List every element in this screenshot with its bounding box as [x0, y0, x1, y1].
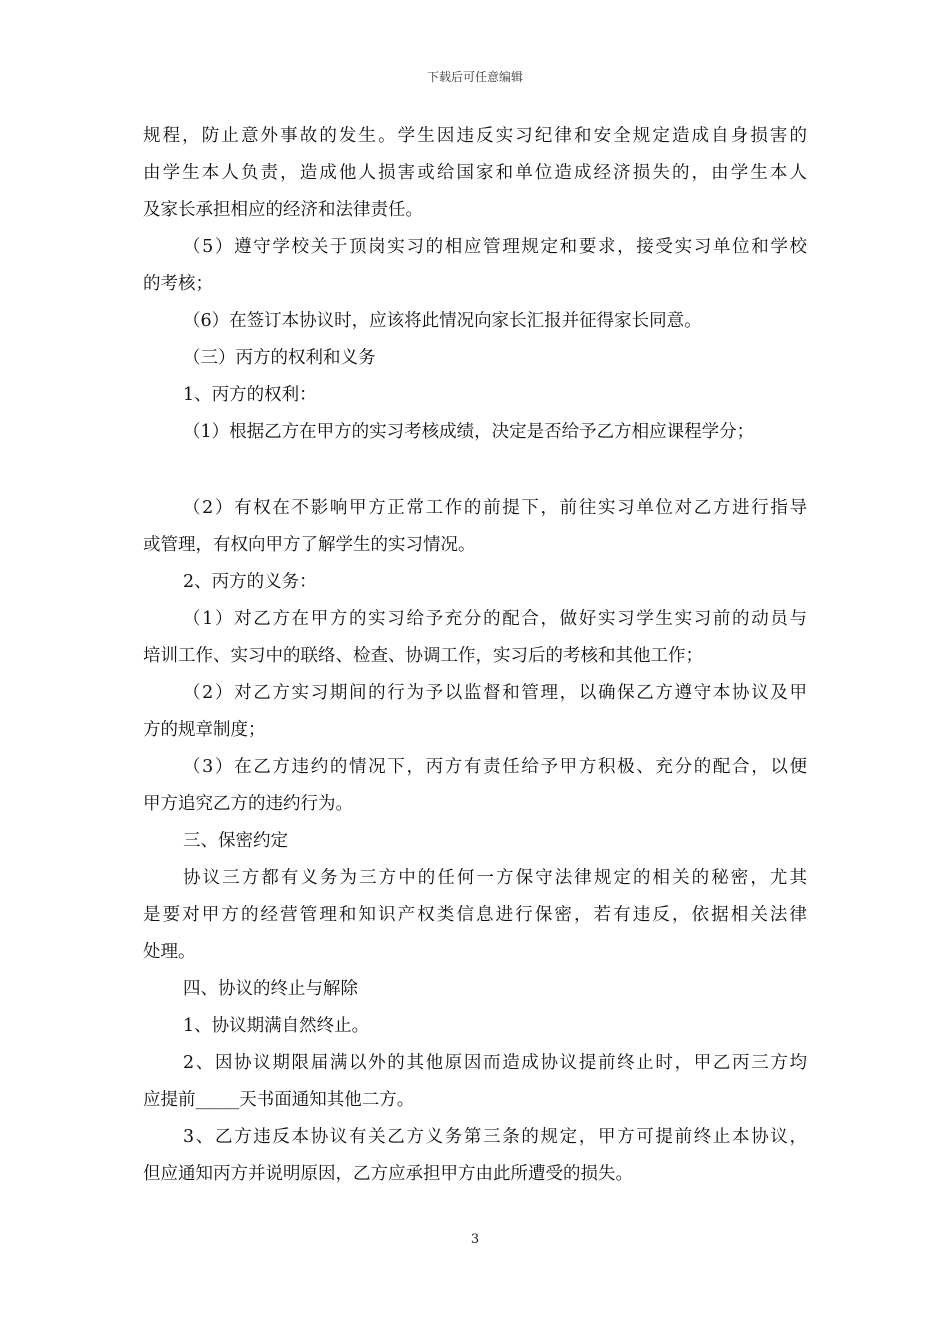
- paragraph-line: 甲方追究乙方的违约行为。: [143, 794, 353, 814]
- page-header: 下载后可任意编辑: [426, 70, 523, 84]
- paragraph-line: （3）在乙方违约的情况下，丙方有责任给予甲方积极、充分的配合，以便: [183, 757, 807, 777]
- paragraph-line: （1）对乙方在甲方的实习给予充分的配合，做好实习学生实习前的动员与: [183, 609, 807, 629]
- subsection-heading: 2、丙方的义务：: [183, 572, 317, 592]
- paragraph-line: （5）遵守学校关于顶岗实习的相应管理规定和要求，接受实习单位和学校: [183, 237, 807, 257]
- paragraph-line: 2、因协议期限届满以外的其他原因而造成协议提前终止时，甲乙丙三方均: [183, 1053, 807, 1073]
- paragraph-line: 由学生本人负责，造成他人损害或给国家和单位造成经济损失的，由学生本人: [143, 163, 807, 183]
- paragraph-line: 但应通知丙方并说明原因，乙方应承担甲方由此所遭受的损失。: [143, 1164, 633, 1184]
- paragraph-line: 处理。: [143, 942, 196, 962]
- blank-line: [143, 451, 807, 490]
- paragraph-line: （6）在签订本协议时，应该将此情况向家长汇报并征得家长同意。: [183, 311, 702, 331]
- paragraph-line: 规程，防止意外事故的发生。学生因违反实习纪律和安全规定造成自身损害的: [143, 126, 807, 146]
- paragraph-line: 的考核；: [143, 274, 213, 294]
- paragraph-line: 培训工作、实习中的联络、检查、协调工作，实习后的考核和其他工作；: [143, 646, 703, 666]
- subsection-heading: 1、丙方的权利：: [183, 385, 317, 405]
- paragraph-line: 是要对甲方的经营管理和知识产权类信息进行保密，若有违反，依据相关法律: [143, 905, 807, 925]
- paragraph-line: （2）有权在不影响甲方正常工作的前提下，前往实习单位对乙方进行指导: [183, 498, 807, 518]
- paragraph-line: 或管理，有权向甲方了解学生的实习情况。: [143, 535, 476, 555]
- page-number: 3: [470, 1232, 480, 1247]
- paragraph-line: 及家长承担相应的经济和法律责任。: [143, 200, 423, 220]
- paragraph-line: 方的规章制度；: [143, 720, 266, 740]
- paragraph-line: 1、协议期满自然终止。: [183, 1016, 370, 1036]
- document-body: [143, 118, 807, 1193]
- paragraph-line: 3、乙方违反本协议有关乙方义务第三条的规定，甲方可提前终止本协议，: [183, 1127, 807, 1147]
- paragraph-line: （2）对乙方实习期间的行为予以监督和管理，以确保乙方遵守本协议及甲: [183, 683, 807, 703]
- paragraph-line: （1）根据乙方在甲方的实习考核成绩，决定是否给予乙方相应课程学分；: [183, 422, 755, 442]
- section-heading: 三、保密约定: [183, 831, 288, 851]
- paragraph-line: 协议三方都有义务为三方中的任何一方保守法律规定的相关的秘密，尤其: [183, 868, 807, 888]
- paragraph-line: 应提前_____天书面通知其他二方。: [143, 1090, 415, 1110]
- section-heading: 四、协议的终止与解除: [183, 979, 358, 999]
- section-heading: （三）丙方的权利和义务: [183, 348, 376, 368]
